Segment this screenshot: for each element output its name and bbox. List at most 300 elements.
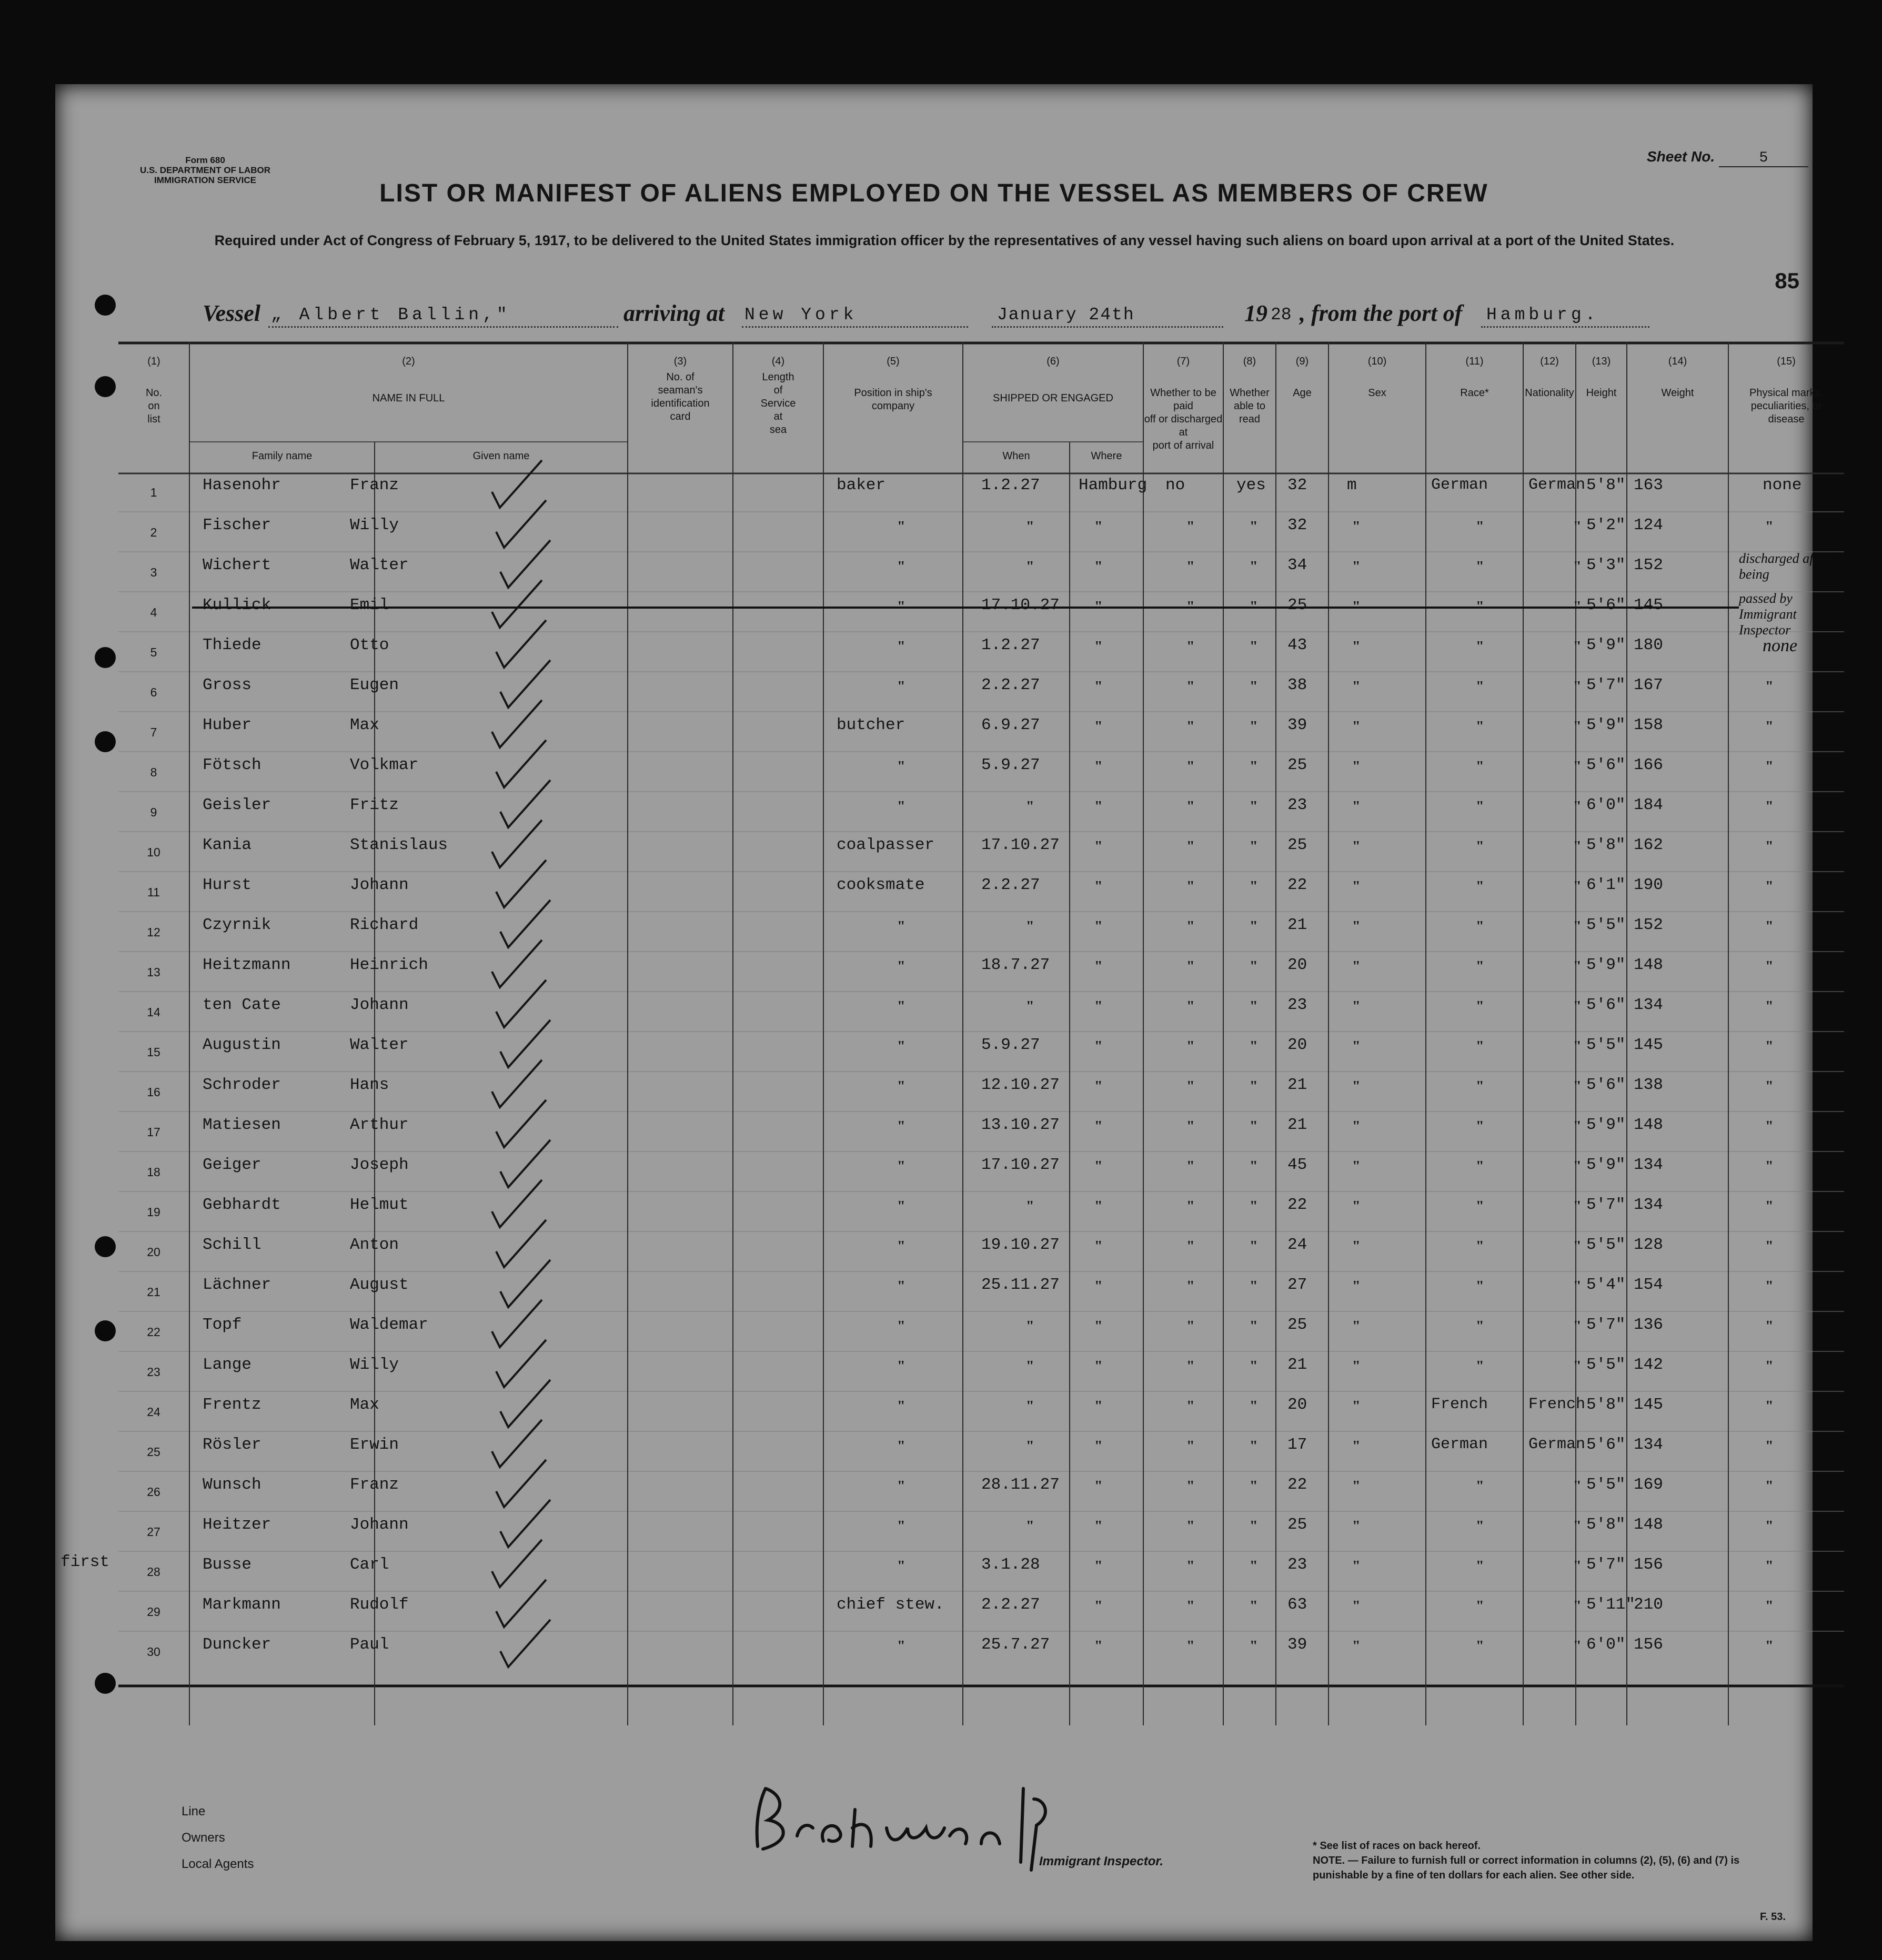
age-cell: 20 [1287,956,1307,974]
given-name: Richard [350,916,419,934]
weight-cell: 156 [1634,1555,1663,1574]
column-sublabel: Family name [251,450,313,462]
column-number: (6) [1046,356,1060,367]
row-number: 17 [147,1125,160,1139]
race-cell: " [1476,559,1484,575]
weight-cell: 152 [1634,916,1663,934]
height-cell: 5'8" [1586,1396,1626,1414]
shipped-where: Hamburg [1079,476,1148,494]
column-label: Nationality [1525,387,1574,399]
paid-off: " [1186,799,1195,815]
age-cell: 20 [1287,1396,1307,1414]
able-to-read: " [1250,1158,1258,1175]
check-mark [492,1420,542,1467]
shipped-where: " [1094,1318,1103,1335]
column-number: (1) [147,356,160,367]
nationality-cell: " [1573,679,1582,695]
paid-off: " [1186,1118,1195,1135]
shipped-when: 3.1.28 [981,1555,1040,1574]
column-number: (5) [887,356,900,367]
row-number: 26 [147,1485,160,1499]
position-cell: " [897,799,905,815]
weight-cell: 166 [1634,756,1663,774]
race-cell: " [1476,679,1484,695]
height-cell: 5'8" [1586,476,1626,494]
weight-cell: 145 [1634,596,1663,614]
given-name: Helmut [350,1196,409,1214]
height-cell: 5'9" [1586,716,1626,734]
weight-cell: 184 [1634,796,1663,814]
sex-cell: " [1352,519,1361,535]
race-cell: " [1476,1118,1484,1135]
shipped-where: " [1094,1438,1103,1454]
column-number: (13) [1592,356,1611,367]
column-sublabel: When [1002,450,1030,462]
check-mark [492,820,542,867]
column-number: (15) [1777,356,1796,367]
weight-cell: 134 [1634,1196,1663,1214]
position-cell: " [897,918,905,935]
inspector-signature [750,1778,1076,1873]
age-cell: 43 [1287,636,1307,654]
given-name: Walter [350,556,409,574]
shipped-where: " [1094,1638,1103,1654]
punch-hole [95,1673,116,1694]
column-number: (2) [402,356,415,367]
age-cell: 32 [1287,476,1307,494]
sheet-number: 5 [1719,150,1808,167]
family-name: Schill [203,1236,261,1254]
physical-marks: " [1765,519,1774,535]
race-cell: " [1476,519,1484,535]
column-number: (14) [1668,356,1687,367]
given-name: Walter [350,1036,409,1054]
column-label: Physical marks, peculiarities, or disease [1749,387,1824,425]
race-cell: " [1476,1078,1484,1095]
sex-cell: m [1347,476,1357,494]
family-name: Lange [203,1356,252,1374]
paid-off: " [1186,639,1195,655]
paid-off: no [1165,476,1185,494]
shipped-where: " [1094,679,1103,695]
physical-marks: " [1765,1398,1774,1415]
check-mark [492,700,542,747]
row-number: 1 [150,486,157,499]
shipped-when: 17.10.27 [981,836,1060,854]
paid-off: " [1186,1598,1195,1614]
shipped-when: 17.10.27 [981,596,1060,614]
race-cell: " [1476,1318,1484,1335]
height-cell: 5'7" [1586,676,1626,694]
shipped-when: 2.2.27 [981,1595,1040,1614]
physical-marks: " [1765,799,1774,815]
family-name: Czyrnik [203,916,271,934]
height-cell: 5'9" [1586,636,1626,654]
able-to-read: " [1250,719,1258,735]
race-cell: " [1476,1358,1484,1375]
age-cell: 45 [1287,1156,1307,1174]
weight-cell: 148 [1634,1516,1663,1534]
shipped-where: " [1094,1398,1103,1415]
row-number: 27 [147,1525,160,1539]
position-cell: " [897,1078,905,1095]
paid-off: " [1186,1638,1195,1654]
sex-cell: " [1352,1078,1361,1095]
arrival-date: January 24th [997,305,1135,325]
age-cell: 23 [1287,1555,1307,1574]
given-name: Hans [350,1076,389,1094]
given-name: Johann [350,1516,409,1534]
column-label: Age [1293,387,1312,399]
able-to-read: " [1250,799,1258,815]
physical-marks: " [1765,719,1774,735]
physical-marks: " [1765,958,1774,975]
sex-cell: " [1352,1038,1361,1055]
age-cell: 20 [1287,1036,1307,1054]
check-mark [500,1500,550,1547]
position-cell: butcher [837,716,905,734]
column-number: (11) [1465,356,1484,367]
able-to-read: " [1250,998,1258,1015]
given-name: Rudolf [350,1595,409,1614]
physical-marks: " [1765,759,1774,775]
position-cell: " [897,1158,905,1175]
check-mark [500,540,550,588]
age-cell: 32 [1287,516,1307,534]
check-mark [492,1540,542,1587]
weight-cell: 156 [1634,1635,1663,1654]
position-cell: " [897,1438,905,1454]
sex-cell: " [1352,878,1361,895]
paid-off: " [1186,958,1195,975]
check-mark [500,1620,550,1667]
paid-off: " [1186,1198,1195,1215]
position-cell: cooksmate [837,876,925,894]
able-to-read: " [1250,679,1258,695]
check-mark [496,860,546,907]
able-to-read: " [1250,958,1258,975]
nationality-cell: " [1573,1518,1582,1534]
nationality-cell: " [1573,719,1582,735]
sex-cell: " [1352,1558,1361,1574]
page-number: 85 [1775,268,1799,293]
inspector-label: Immigrant Inspector. [1039,1854,1164,1868]
position-cell: " [897,1358,905,1375]
row-number: 10 [147,845,160,859]
family-name: Fischer [203,516,271,534]
nationality-cell: " [1573,1318,1582,1335]
shipped-when: " [1026,1318,1034,1335]
family-name: Schroder [203,1076,281,1094]
family-name: Topf [203,1316,242,1334]
column-number: (10) [1367,356,1387,367]
given-name: Joseph [350,1156,409,1174]
family-name: Gebhardt [203,1196,281,1214]
check-mark [496,1220,546,1267]
nationality-cell: German [1528,1436,1586,1453]
able-to-read: " [1250,559,1258,575]
age-cell: 22 [1287,876,1307,894]
row-number: 2 [150,526,157,539]
nationality-cell: " [1573,958,1582,975]
given-name: Carl [350,1555,389,1574]
able-to-read: " [1250,1358,1258,1375]
height-cell: 5'6" [1586,1076,1626,1094]
physical-marks: " [1765,1598,1774,1614]
sex-cell: " [1352,599,1361,615]
given-name: Franz [350,476,399,494]
column-label: No. of seaman's identification card [651,371,710,422]
able-to-read: " [1250,1198,1258,1215]
shipped-where: " [1094,1118,1103,1135]
position-cell: " [897,1238,905,1255]
shipped-where: " [1094,1358,1103,1375]
race-cell: " [1476,1238,1484,1255]
shipped-where: " [1094,1518,1103,1534]
weight-cell: 158 [1634,716,1663,734]
column-number: (3) [673,356,687,367]
nationality-cell: " [1573,799,1582,815]
family-name: Matiesen [203,1116,281,1134]
paid-off: " [1186,1518,1195,1534]
race-cell: " [1476,918,1484,935]
age-cell: 25 [1287,1316,1307,1334]
weight-cell: 142 [1634,1356,1663,1374]
shipped-when: 13.10.27 [981,1116,1060,1134]
line-label: Line [182,1804,206,1818]
shipped-where: " [1094,1038,1103,1055]
check-mark [496,500,546,548]
able-to-read: " [1250,1038,1258,1055]
check-mark [492,1060,542,1107]
punch-hole [95,1236,116,1257]
row-number: 25 [147,1445,160,1459]
age-cell: 21 [1287,1116,1307,1134]
page-subtitle: Required under Act of Congress of February 5, 1917, to be delivered to the United States immigration officer by the representatives of any vessel having such aliens on board upon arrival at a port of the United States. [214,233,1675,248]
physical-marks: " [1765,1158,1774,1175]
row-number: 18 [147,1165,160,1179]
position-cell: chief stew. [837,1595,944,1614]
paid-off: " [1186,998,1195,1015]
column-number: (8) [1243,356,1256,367]
nationality-cell: German [1528,476,1586,494]
shipped-when: 1.2.27 [981,476,1040,494]
position-cell: " [897,559,905,575]
age-cell: 23 [1287,996,1307,1014]
year-prefix: 19 [1244,300,1267,326]
local-agents-label: Local Agents [182,1857,254,1871]
given-name: Franz [350,1476,399,1494]
shipped-when: 5.9.27 [981,756,1040,774]
vessel-label: Vessel [203,300,260,326]
position-cell: " [897,679,905,695]
shipped-when: " [1026,1198,1034,1215]
able-to-read: " [1250,1478,1258,1494]
check-mark [496,1100,546,1147]
shipped-when: 25.11.27 [981,1276,1060,1294]
sex-cell: " [1352,1518,1361,1534]
given-name: Max [350,1396,379,1414]
position-cell: " [897,1518,905,1534]
age-cell: 24 [1287,1236,1307,1254]
age-cell: 25 [1287,1516,1307,1534]
shipped-when: 25.7.27 [981,1635,1050,1654]
able-to-read: " [1250,1558,1258,1574]
race-cell: " [1476,1558,1484,1574]
origin-port: Hamburg. [1486,305,1599,325]
paid-off: " [1186,1278,1195,1295]
race-cell: " [1476,1278,1484,1295]
race-cell: " [1476,599,1484,615]
paid-off: " [1186,1158,1195,1175]
weight-cell: 148 [1634,1116,1663,1134]
physical-marks-note: passed by Immigrant Inspector [1739,591,1797,638]
age-cell: 23 [1287,796,1307,814]
position-cell: " [897,1118,905,1135]
given-name: Willy [350,516,399,534]
vessel-name: „ Albert Ballin," [271,305,511,325]
shipped-where: " [1094,639,1103,655]
sex-cell: " [1352,759,1361,775]
nationality-cell: " [1573,599,1582,615]
age-cell: 21 [1287,916,1307,934]
row-number: 12 [147,925,160,939]
able-to-read: " [1250,639,1258,655]
paid-off: " [1186,918,1195,935]
paid-off: " [1186,599,1195,615]
given-name: Johann [350,876,409,894]
column-label: Whether to be paid off or discharged at port of arrival [1144,387,1223,451]
paid-off: " [1186,1318,1195,1335]
paid-off: " [1186,559,1195,575]
sex-cell: " [1352,838,1361,855]
nationality-cell: " [1573,1198,1582,1215]
shipped-where: " [1094,1198,1103,1215]
column-label: NAME IN FULL [372,392,445,404]
given-name: August [350,1276,409,1294]
shipped-when: 19.10.27 [981,1236,1060,1254]
sex-cell: " [1352,679,1361,695]
height-cell: 5'5" [1586,916,1626,934]
row-number: 3 [150,565,157,579]
age-cell: 63 [1287,1595,1307,1614]
weight-cell: 162 [1634,836,1663,854]
column-sublabel: Given name [472,450,530,462]
age-cell: 38 [1287,676,1307,694]
race-cell: " [1476,639,1484,655]
weight-cell: 154 [1634,1276,1663,1294]
race-cell: " [1476,1478,1484,1494]
weight-cell: 210 [1634,1595,1663,1614]
paid-off: " [1186,719,1195,735]
race-cell: " [1476,838,1484,855]
given-name: Eugen [350,676,399,694]
shipped-when: " [1026,1398,1034,1415]
able-to-read: " [1250,1318,1258,1335]
row-number: 4 [150,605,157,619]
age-cell: 17 [1287,1436,1307,1454]
column-number: (12) [1540,356,1559,367]
age-cell: 39 [1287,716,1307,734]
age-cell: 21 [1287,1076,1307,1094]
race-cell: " [1476,719,1484,735]
given-name: Paul [350,1635,389,1654]
shipped-when: " [1026,1358,1034,1375]
sex-cell: " [1352,1358,1361,1375]
family-name: Hasenohr [203,476,281,494]
able-to-read: " [1250,599,1258,615]
family-name: Geiger [203,1156,261,1174]
family-name: ten Cate [203,996,281,1014]
shipped-when: " [1026,799,1034,815]
check-mark [496,1460,546,1507]
form-code: F. 53. [1760,1911,1786,1923]
height-cell: 6'0" [1586,796,1626,814]
sex-cell: " [1352,719,1361,735]
physical-marks: " [1765,1318,1774,1335]
shipped-when: 1.2.27 [981,636,1040,654]
family-name: Augustin [203,1036,281,1054]
family-name: Heitzer [203,1516,271,1534]
check-mark [500,660,550,708]
crew-table [61,342,1844,1725]
given-name: Stanislaus [350,836,448,854]
row-number: 21 [147,1285,160,1299]
check-mark [492,1300,542,1347]
shipped-where: " [1094,599,1103,615]
sex-cell: " [1352,1638,1361,1654]
position-cell: " [897,1398,905,1415]
column-label: Race* [1460,387,1489,399]
physical-marks: " [1765,1638,1774,1654]
form-number: Form 680 U.S. DEPARTMENT OF LABOR IMMIGRATION SERVICE [139,155,271,185]
able-to-read: " [1250,1398,1258,1415]
race-cell: " [1476,1038,1484,1055]
shipped-where: " [1094,1238,1103,1255]
paid-off: " [1186,1478,1195,1494]
family-name: Kania [203,836,252,854]
position-cell: " [897,519,905,535]
check-mark [492,460,542,508]
weight-cell: 138 [1634,1076,1663,1094]
check-mark [496,740,546,787]
age-cell: 21 [1287,1356,1307,1374]
check-mark [496,620,546,668]
family-name: Frentz [203,1396,261,1414]
nationality-cell: " [1573,559,1582,575]
height-cell: 5'6" [1586,756,1626,774]
position-cell: " [897,998,905,1015]
sex-cell: " [1352,1158,1361,1175]
year-suffix: 28 [1271,305,1292,325]
shipped-when: 28.11.27 [981,1476,1060,1494]
height-cell: 5'2" [1586,516,1626,534]
punch-hole [95,647,116,668]
weight-cell: 134 [1634,1436,1663,1454]
row-number: 19 [147,1205,160,1219]
sex-cell: " [1352,559,1361,575]
nationality-cell: " [1573,838,1582,855]
sex-cell: " [1352,1238,1361,1255]
given-name: Arthur [350,1116,409,1134]
sex-cell: " [1352,1318,1361,1335]
race-cell: " [1476,799,1484,815]
row-number: 5 [150,645,157,659]
nationality-cell: " [1573,998,1582,1015]
sex-cell: " [1352,1438,1361,1454]
shipped-when: " [1026,559,1034,575]
shipped-where: " [1094,1478,1103,1494]
